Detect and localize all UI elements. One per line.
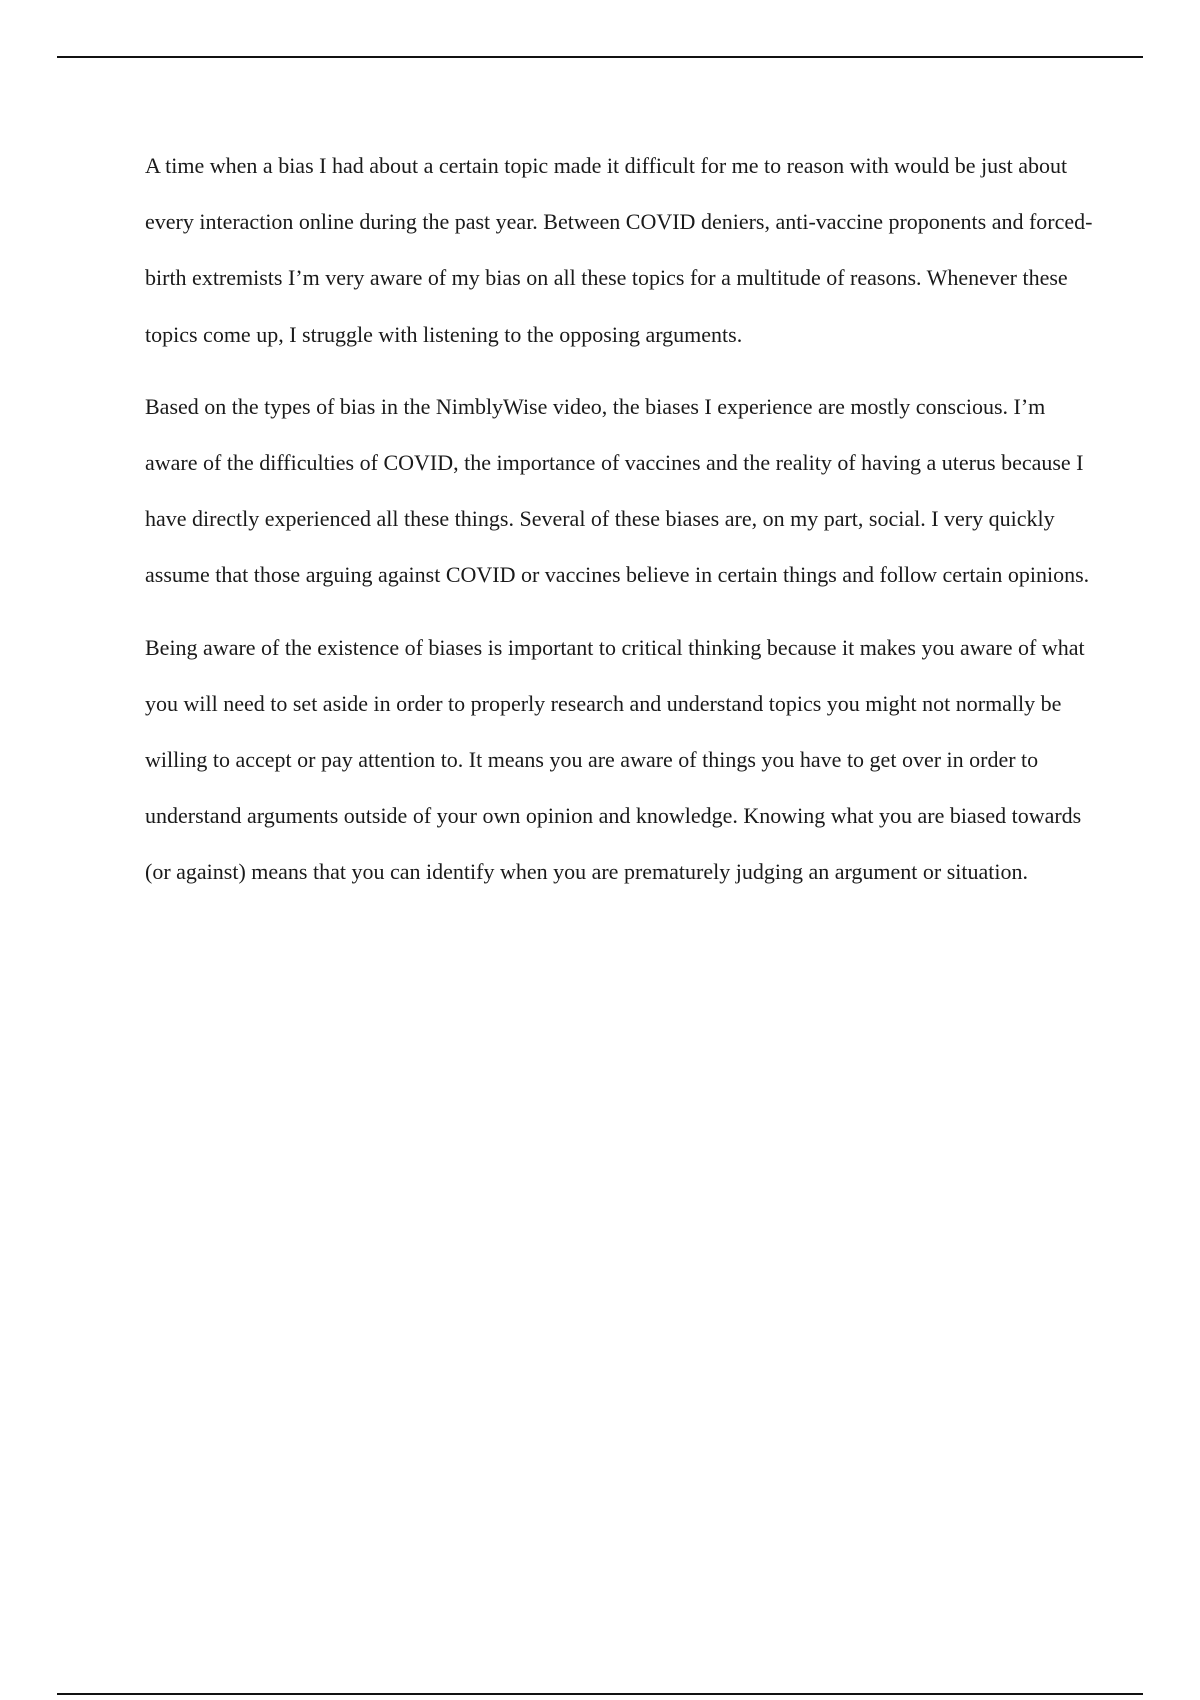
paragraph-1: A time when a bias I had about a certain topic made it difficult for me to reason with would be just about every interaction online during the past year. Between COVID deniers, anti-vaccine proponents and forced-birth extremists I’m very aware of my bias on all these topics for a multitude of reasons. Whenever these topics come up, I struggle with listening to the opposing arguments. <box>145 153 1093 347</box>
document-body <box>145 138 1095 917</box>
top-rule <box>57 56 1143 58</box>
paragraph-2: Based on the types of bias in the NimblyWise video, the biases I experience are mostly conscious. I’m aware of the difficulties of COVID, the importance of vaccines and the reality of having a uterus because I have directly experienced all these things. Several of these biases are, on my part, social. I very quickly assume that those arguing against COVID or vaccines believe in certain things and follow certain opinions. <box>145 393 1090 588</box>
paragraph-3: Being aware of the existence of biases is important to critical thinking because it makes you aware of what you will need to set aside in order to properly research and understand topics you might not normally be willing to accept or pay attention to. It means you are aware of things you have to get over in order to understand arguments outside of your own opinion and knowledge. Knowing what you are biased towards (or against) means that you can identify when you are prematurely judging an argument or situation. <box>145 634 1085 885</box>
bottom-rule <box>57 1693 1143 1695</box>
